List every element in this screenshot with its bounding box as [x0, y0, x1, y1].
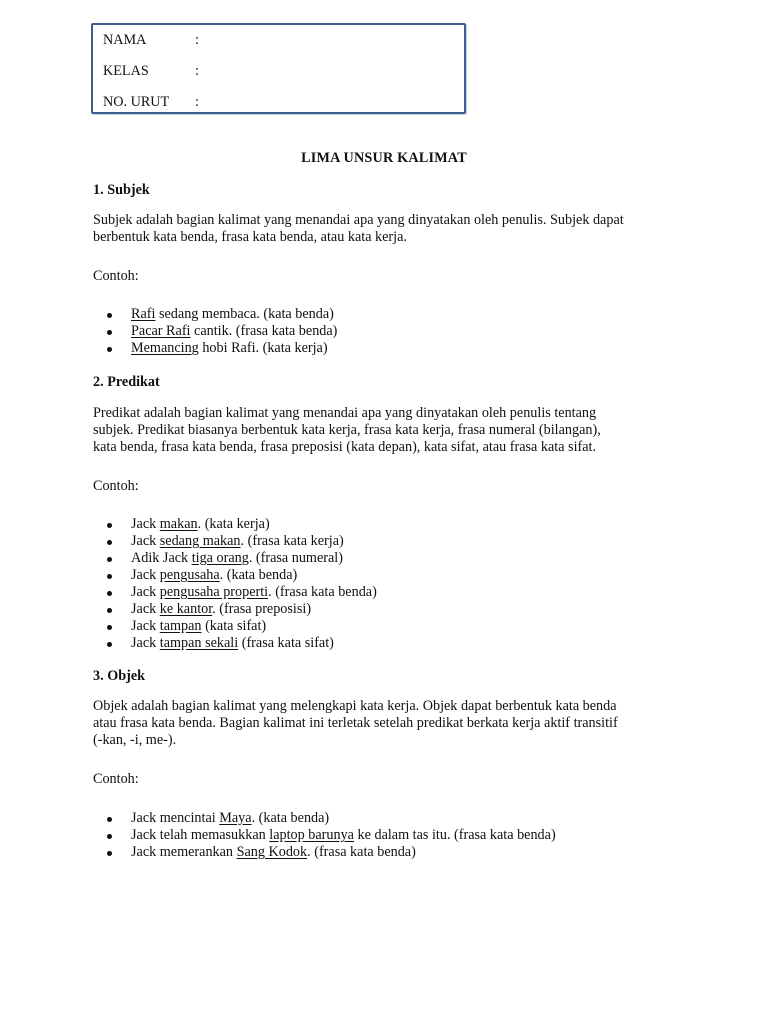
name-colon: :: [195, 32, 199, 48]
example-label-objek: Contoh:: [93, 771, 139, 787]
underlined-term: Memancing: [131, 340, 199, 356]
paragraph-line: kata benda, frasa kata benda, frasa preposisi (kata depan), kata sifat, atau frasa kata sifat.: [93, 439, 597, 455]
bullet-icon: [107, 523, 112, 528]
bullet-icon: [107, 313, 112, 318]
underlined-term: Pacar Rafi: [131, 323, 191, 339]
paragraph-line: Objek adalah bagian kalimat yang melengkapi kata kerja. Objek dapat berbentuk kata benda: [93, 698, 617, 714]
list-item: Jack tampan (kata sifat): [93, 618, 377, 635]
list-item: Jack tampan sekali (frasa kata sifat): [93, 635, 377, 652]
section-heading-objek: 3. Objek: [93, 668, 146, 684]
bullet-icon: [107, 347, 112, 352]
list-item: Jack telah memasukkan laptop barunya ke dalam tas itu. (frasa kata benda): [93, 827, 556, 844]
list-item: Memancing hobi Rafi. (kata kerja): [93, 340, 337, 357]
list-item: Pacar Rafi cantik. (frasa kata benda): [93, 323, 337, 340]
bullet-icon: [107, 330, 112, 335]
bullet-icon: [107, 625, 112, 630]
paragraph-line: (-kan, -i, me-).: [93, 732, 177, 748]
example-list-subjek: [93, 306, 337, 357]
list-item: Jack ke kantor. (frasa preposisi): [93, 601, 377, 618]
example-label-subjek: Contoh:: [93, 268, 139, 284]
page-title: LIMA UNSUR KALIMAT: [301, 150, 467, 166]
list-item: Jack pengusaha properti. (frasa kata benda): [93, 584, 377, 601]
bullet-icon: [107, 851, 112, 856]
underlined-term: tampan: [159, 618, 202, 634]
underlined-term: tiga orang: [191, 550, 249, 566]
bullet-icon: [107, 608, 112, 613]
underlined-term: sedang makan: [159, 533, 241, 549]
list-item: Jack pengusaha. (kata benda): [93, 567, 377, 584]
section-paragraph-predikat: [93, 405, 693, 456]
number-colon: :: [195, 94, 199, 110]
name-label: NAMA: [103, 32, 147, 48]
example-label-predikat: Contoh:: [93, 478, 139, 494]
example-list-predikat: [93, 516, 377, 652]
example-list-objek: [93, 810, 556, 861]
bullet-icon: [107, 574, 112, 579]
list-item: Jack sedang makan. (frasa kata kerja): [93, 533, 377, 550]
paragraph-line: Predikat adalah bagian kalimat yang menandai apa yang dinyatakan oleh penulis tentang: [93, 405, 597, 421]
underlined-term: Maya: [219, 810, 252, 826]
student-info-box: [91, 23, 466, 114]
section-heading-predikat: 2. Predikat: [93, 374, 160, 390]
bullet-icon: [107, 540, 112, 545]
paragraph-line: subjek. Predikat biasanya berbentuk kata kerja, frasa kata kerja, frasa numeral (bilangan),: [93, 422, 601, 438]
bullet-icon: [107, 834, 112, 839]
class-label: KELAS: [103, 63, 149, 79]
list-item: Jack memerankan Sang Kodok. (frasa kata benda): [93, 844, 556, 861]
bullet-icon: [107, 817, 112, 822]
underlined-term: laptop barunya: [269, 827, 354, 843]
underlined-term: tampan sekali: [159, 635, 239, 651]
bullet-icon: [107, 642, 112, 647]
bullet-icon: [107, 557, 112, 562]
number-label: NO. URUT: [103, 94, 170, 110]
list-item: Rafi sedang membaca. (kata benda): [93, 306, 337, 323]
underlined-term: Rafi: [131, 306, 156, 322]
section-paragraph-subjek: [93, 212, 693, 246]
bullet-icon: [107, 591, 112, 596]
paragraph-line: atau frasa kata benda. Bagian kalimat ini terletak setelah predikat berkata kerja aktif transitif: [93, 715, 618, 731]
underlined-term: Sang Kodok: [236, 844, 308, 860]
paragraph-line: berbentuk kata benda, frasa kata benda, atau kata kerja.: [93, 229, 407, 245]
list-item: Adik Jack tiga orang. (frasa numeral): [93, 550, 377, 567]
underlined-term: pengusaha: [159, 567, 220, 583]
section-paragraph-objek: [93, 698, 693, 749]
list-item: Jack makan. (kata kerja): [93, 516, 377, 533]
section-heading-subjek: 1. Subjek: [93, 182, 150, 198]
underlined-term: pengusaha properti: [159, 584, 269, 600]
class-colon: :: [195, 63, 199, 79]
paragraph-line: Subjek adalah bagian kalimat yang menandai apa yang dinyatakan oleh penulis. Subjek dapat: [93, 212, 624, 228]
underlined-term: ke kantor: [159, 601, 213, 617]
list-item: Jack mencintai Maya. (kata benda): [93, 810, 556, 827]
underlined-term: makan: [159, 516, 198, 532]
